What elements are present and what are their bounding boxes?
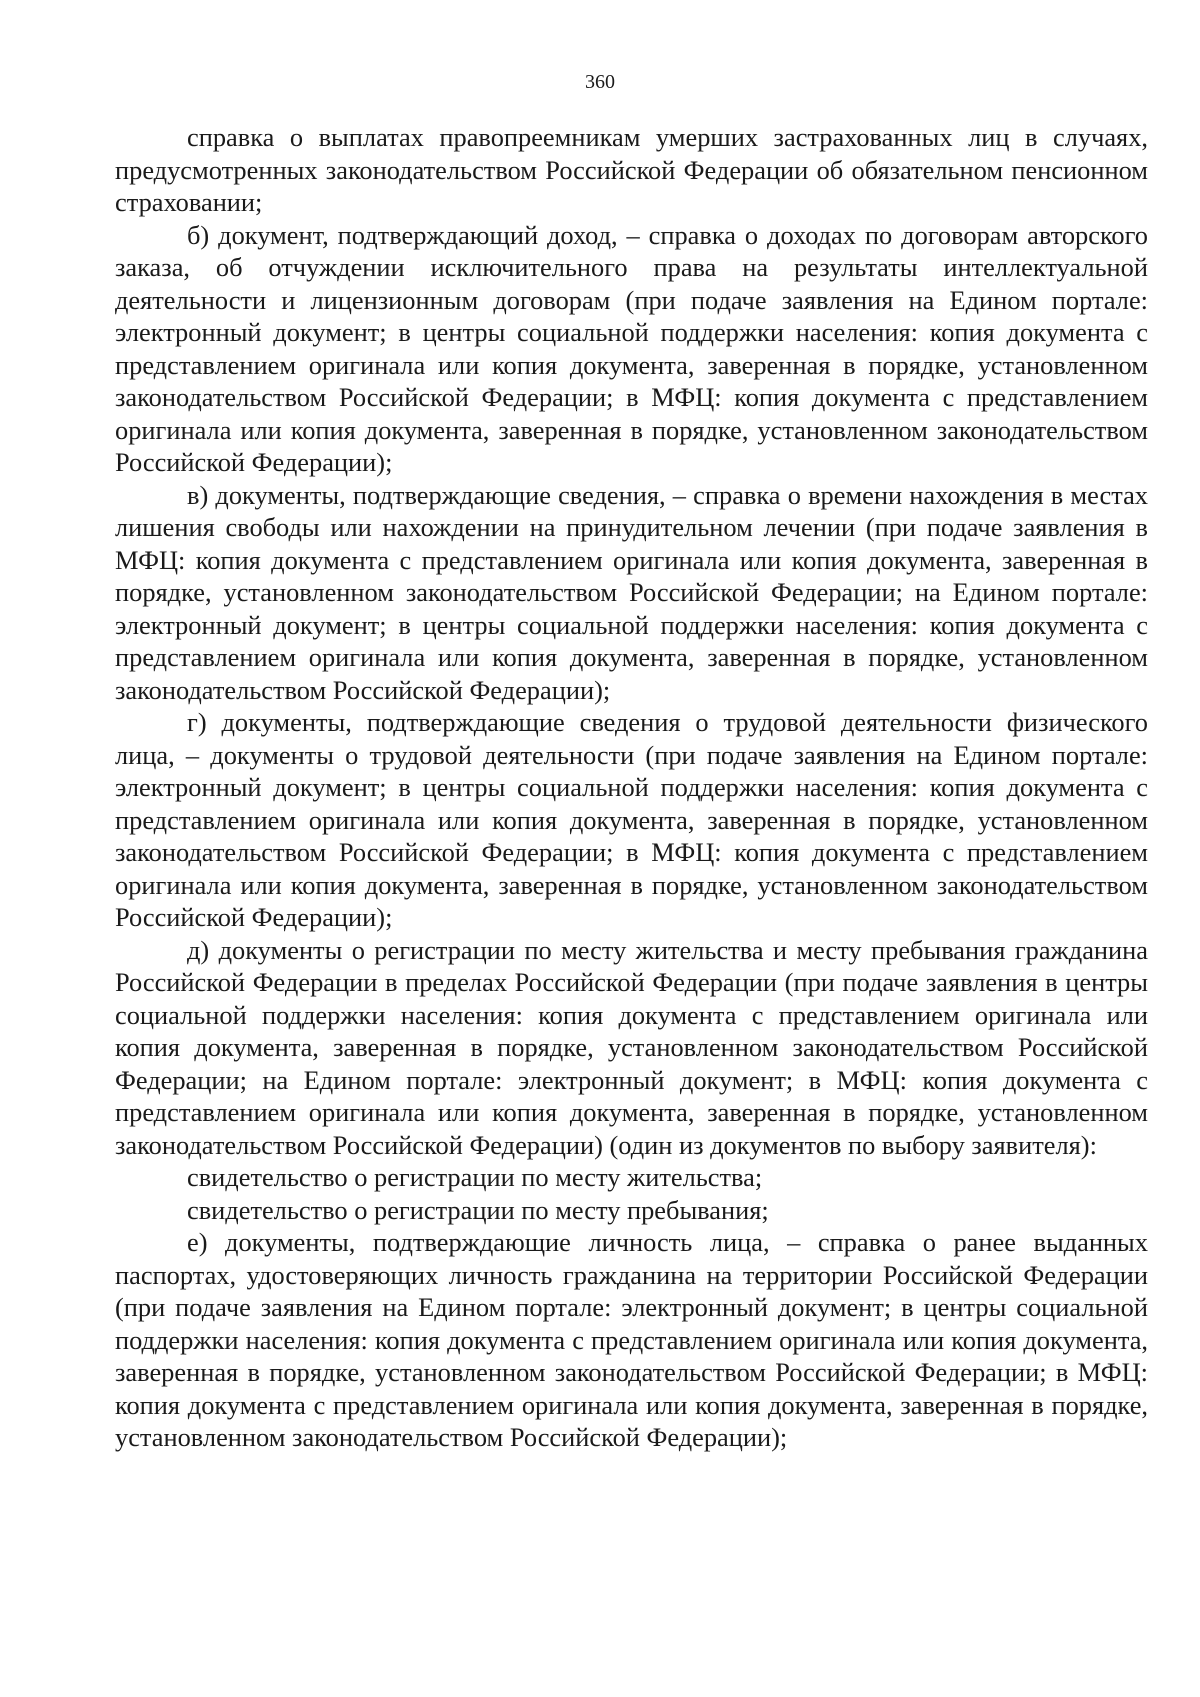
paragraph-stay-registration: свидетельство о регистрации по месту пребывания;	[187, 1194, 769, 1225]
paragraph-residence-registration: свидетельство о регистрации по месту жительства;	[187, 1162, 763, 1192]
paragraph-e-identity-documents: е) документы, подтверждающие личность лица, – справка о ранее выданных паспортах, удостоверяющих личность гражданина на территории Российской Федерации (при подаче заявления на Едином портале: электронный документ; в центры социальной поддержки населения: копия документа с представлением оригинала или копия документа, заверенная в порядке, установленном законодательством Российской Федерации; в МФЦ: копия документа с представлением оригинала или копия документа, заверенная в порядке, установленном законодательством Российской Федерации);	[115, 1227, 1148, 1452]
paragraph-d-registration-documents: д) документы о регистрации по месту жительства и месту пребывания гражданина Российской Федерации в пределах Российской Федерации (при подаче заявления в центры социальной поддержки населения: копия документа с представлением оригинала или копия документа, заверенная в порядке, установленном законодательством Российской Федерации; на Едином портале: электронный документ; в МФЦ: копия документа с представлением оригинала или копия документа, заверенная в порядке, установленном законодательством Российской Федерации) (один из документов по выбору заявителя):	[115, 934, 1148, 1160]
paragraph-pension-certificate: справка о выплатах правопреемникам умерших застрахованных лиц в случаях, предусмотренных законодательством Российской Федерации об обязательном пенсионном страховании;	[115, 122, 1148, 217]
paragraph-g-labor-activity: г) документы, подтверждающие сведения о трудовой деятельности физического лица, – документы о трудовой деятельности (при подаче заявления на Едином портале: электронный документ; в центры социальной поддержки населения: копия документа с представлением оригинала или копия документа, заверенная в порядке, установленном законодательством Российской Федерации; в МФЦ: копия документа с представлением оригинала или копия документа, заверенная в порядке, установленном законодательством Российской Федерации);	[115, 707, 1148, 932]
document-body	[115, 121, 1148, 1454]
page-number: 360	[585, 71, 615, 93]
paragraph-b-income-document: б) документ, подтверждающий доход, – справка о доходах по договорам авторского заказа, об отчуждении исключительного права на результаты интеллектуальной деятельности и лицензионным договорам (при подаче заявления на Едином портале: электронный документ; в центры социальной поддержки населения: копия документа с представлением оригинала или копия документа, заверенная в порядке, установленном законодательством Российской Федерации; в МФЦ: копия документа с представлением оригинала или копия документа, заверенная в порядке, установленном законодательством Российской Федерации);	[115, 219, 1148, 477]
paragraph-v-information-documents: в) документы, подтверждающие сведения, – справка о времени нахождения в местах лишения свободы или нахождении на принудительном лечении (при подаче заявления в МФЦ: копия документа с представлением оригинала или копия документа, заверенная в порядке, установленном законодательством Российской Федерации; на Едином портале: электронный документ; в центры социальной поддержки населения: копия документа с представлением оригинала или копия документа, заверенная в порядке, установленном законодательством Российской Федерации);	[115, 479, 1148, 705]
